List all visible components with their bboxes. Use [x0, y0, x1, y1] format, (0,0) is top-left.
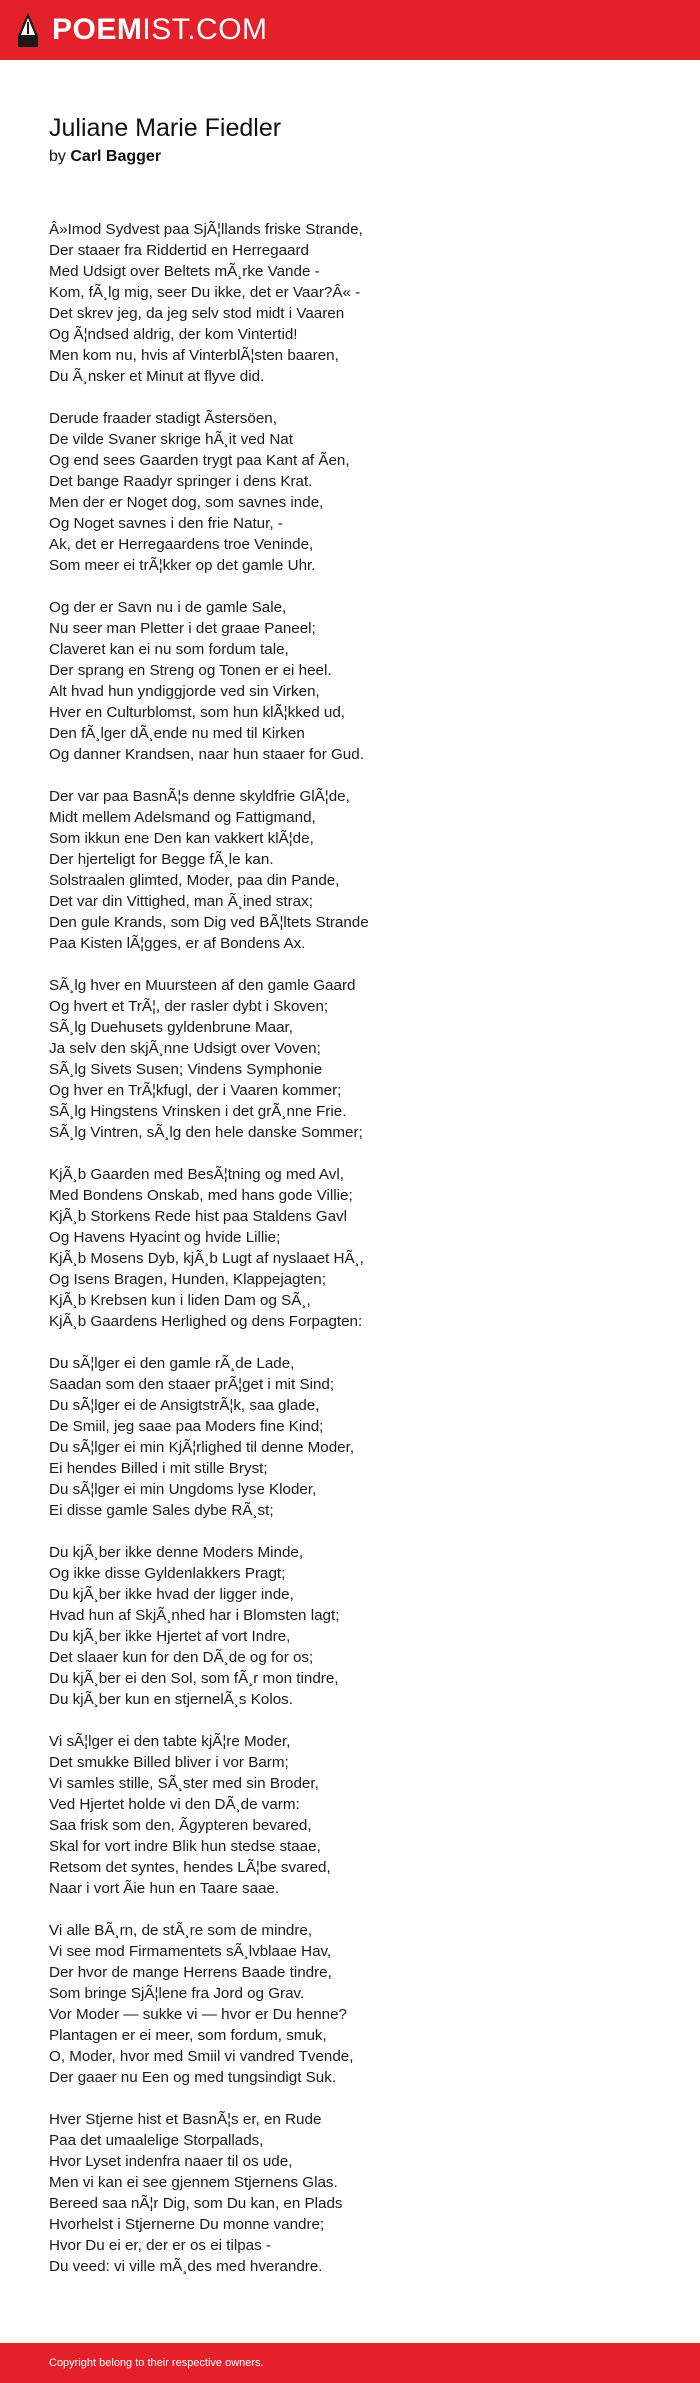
poem-line: Med Udsigt over Beltets mÃ¸rke Vande - [49, 263, 320, 280]
poem-title: Juliane Marie Fiedler [49, 114, 282, 142]
stanza [49, 1920, 669, 2088]
poem-line: Ja selv den skjÃ¸nne Udsigt over Voven; [49, 1040, 321, 1057]
stanza [49, 1353, 669, 1521]
logo-wordmark [52, 13, 268, 47]
poem-line: Du kjÃ¸ber ikke Hjertet af vort Indre, [49, 1628, 291, 1645]
poem-line: Kom, fÃ¸lg mig, seer Du ikke, det er Vaar?Â« - [49, 284, 361, 301]
poem-line: Hver Stjerne hist et BasnÃ¦s er, en Rude [49, 2111, 322, 2128]
poem-line: Du sÃ¦lger ei min KjÃ¦rlighed til denne Moder, [49, 1439, 355, 1456]
site-header [0, 0, 700, 60]
poem-line: Ak, det er Herregaardens troe Veninde, [49, 536, 314, 553]
byline [49, 148, 161, 166]
site-logo[interactable] [16, 12, 268, 48]
poem-line: Og Isens Bragen, Hunden, Klappejagten; [49, 1271, 326, 1288]
poem-line: Claveret kan ei nu som fordum tale, [49, 641, 289, 658]
poem-line: Og hvert et TrÃ¦, der rasler dybt i Skoven; [49, 998, 329, 1015]
poem-line: Der hjerteligt for Begge fÃ¸le kan. [49, 851, 274, 868]
poem-line: Der var paa BasnÃ¦s denne skyldfrie GlÃ¦de, [49, 788, 350, 805]
poem-line: Ei disse gamle Sales dybe RÃ¸st; [49, 1502, 274, 1519]
poem-line: Paa Kisten lÃ¦gges, er af Bondens Ax. [49, 935, 306, 952]
poem-line: Hver en Culturblomst, som hun klÃ¦kked ud, [49, 704, 346, 721]
poem-line: Plantagen er ei meer, som fordum, smuk, [49, 2027, 327, 2044]
poem-line: SÃ¸lg Sivets Susen; Vindens Symphonie [49, 1061, 323, 1078]
poem-line: Der staaer fra Riddertid en Herregaard [49, 242, 309, 259]
by-label: by [49, 148, 66, 165]
poem-line: Vi alle BÃ¸rn, de stÃ¸re som de mindre, [49, 1922, 313, 1939]
poem-line: Hvad hun af SkjÃ¸nhed har i Blomsten lagt; [49, 1607, 340, 1624]
poem-line: Og Ã¦ndsed aldrig, der kom Vintertid! [49, 326, 298, 343]
poem-line: SÃ¸lg hver en Muursteen af den gamle Gaard [49, 977, 356, 994]
poem-line: Ei hendes Billed i mit stille Bryst; [49, 1460, 268, 1477]
poem-line: Der sprang en Streng og Tonen er ei heel. [49, 662, 332, 679]
poem-line: Du sÃ¦lger ei min Ungdoms lyse Kloder, [49, 1481, 317, 1498]
poem-line: Bereed saa nÃ¦r Dig, som Du kan, en Plads [49, 2195, 343, 2212]
poem-line: Du veed: vi ville mÃ¸des med hverandre. [49, 2258, 323, 2275]
poem-line: Som meer ei trÃ¦kker op det gamle Uhr. [49, 557, 316, 574]
poem-line: SÃ¸lg Duehusets gyldenbrune Maar, [49, 1019, 293, 1036]
poem-line: Vi see mod Firmamentets sÃ¸lvblaae Hav, [49, 1943, 332, 1960]
poem-line: KjÃ¸b Krebsen kun i liden Dam og SÃ¸, [49, 1292, 311, 1309]
poem-line: Men vi kan ei see gjennem Stjernens Glas. [49, 2174, 338, 2191]
poem-line: KjÃ¸b Gaarden med BesÃ¦tning og med Avl, [49, 1166, 344, 1183]
poem-line: Hvor Du ei er, der er os ei tilpas - [49, 2237, 271, 2254]
poem-line: Det skrev jeg, da jeg selv stod midt i Vaaren [49, 305, 345, 322]
logo-thin-text: IST.COM [142, 13, 268, 46]
poem-line: Og hver en TrÃ¦kfugl, der i Vaaren kommer; [49, 1082, 342, 1099]
poem-line: O, Moder, hvor med Smiil vi vandred Tvende, [49, 2048, 354, 2065]
poem-line: Solstraalen glimted, Moder, paa din Pande, [49, 872, 340, 889]
poem-line: Og danner Krandsen, naar hun staaer for Gud. [49, 746, 364, 763]
poem-line: Du kjÃ¸ber kun en stjernelÃ¸s Kolos. [49, 1691, 293, 1708]
author-link[interactable]: Carl Bagger [70, 148, 162, 165]
poem-line: Derude fraader stadigt Ãstersöen, [49, 410, 277, 427]
poem-line: Saa frisk som den, Ãgypteren bevared, [49, 1817, 312, 1834]
poem-line: Du sÃ¦lger ei den gamle rÃ¸de Lade, [49, 1355, 295, 1372]
poem-line: Med Bondens Onskab, med hans gode Villie; [49, 1187, 353, 1204]
poem-line: Og ikke disse Gyldenlakkers Pragt; [49, 1565, 286, 1582]
stanza [49, 1164, 669, 1332]
poem-line: Du kjÃ¸ber ikke denne Moders Minde, [49, 1544, 304, 1561]
poem-line: Og Noget savnes i den frie Natur, - [49, 515, 283, 532]
poem-line: Og der er Savn nu i de gamle Sale, [49, 599, 287, 616]
poem-line: Retsom det syntes, hendes LÃ¦be svared, [49, 1859, 331, 1876]
site-footer [0, 2343, 700, 2383]
poem-line: Som bringe SjÃ¦lene fra Jord og Grav. [49, 1985, 305, 2002]
poem-line: Midt mellem Adelsmand og Fattigmand, [49, 809, 316, 826]
poem-line: Og Havens Hyacint og hvide Lillie; [49, 1229, 281, 1246]
poem-line: Alt hvad hun yndiggjorde ved sin Virken, [49, 683, 320, 700]
poem-line: Ved Hjertet holde vi den DÃ¸de varm: [49, 1796, 300, 1813]
poem-line: Skal for vort indre Blik hun stedse staae, [49, 1838, 321, 1855]
stanza [49, 597, 669, 765]
stanza [49, 1542, 669, 1710]
poem-line: KjÃ¸b Storkens Rede hist paa Staldens Gavl [49, 1208, 348, 1225]
poem-line: Du Ã¸nsker et Minut at flyve did. [49, 368, 265, 385]
stanza [49, 1731, 669, 1899]
poem-line: Det var din Vittighed, man Ã¸ined strax; [49, 893, 313, 910]
poem-line: Du kjÃ¸ber ei den Sol, som fÃ¸r mon tindre, [49, 1670, 339, 1687]
poem-line: Der hvor de mange Herrens Baade tindre, [49, 1964, 332, 1981]
poem-line: Den gule Krands, som Dig ved BÃ¦ltets Strande [49, 914, 369, 931]
poem-body [49, 219, 669, 2298]
poem-line: Paa det umaalelige Storpallads, [49, 2132, 264, 2149]
poem-line: Det slaaer kun for den DÃ¸de og for os; [49, 1649, 314, 1666]
poem-line: Som ikkun ene Den kan vakkert klÃ¦de, [49, 830, 314, 847]
copyright-text: Copyright belong to their respective owners. [49, 2357, 264, 2369]
stanza [49, 408, 669, 576]
poem-line: KjÃ¸b Gaardens Herlighed og dens Forpagten: [49, 1313, 363, 1330]
stanza [49, 786, 669, 954]
poem-line: SÃ¸lg Vintren, sÃ¸lg den hele danske Sommer; [49, 1124, 363, 1141]
poem-line: Saadan som den staaer prÃ¦get i mit Sind; [49, 1376, 335, 1393]
poem-line: Det bange Raadyr springer i dens Krat. [49, 473, 313, 490]
poem-line: Vor Moder — sukke vi — hvor er Du henne? [49, 2006, 347, 2023]
poem-line: De Smiil, jeg saae paa Moders fine Kind; [49, 1418, 324, 1435]
stanza [49, 219, 669, 387]
poem-line: Men kom nu, hvis af VinterblÃ¦sten baaren, [49, 347, 339, 364]
poem-line: Hvorhelst i Stjernerne Du monne vandre; [49, 2216, 325, 2233]
poem-line: Hvor Lyset indenfra naaer til os ude, [49, 2153, 293, 2170]
poem-line: De vilde Svaner skrige hÃ¸it ved Nat [49, 431, 293, 448]
poem-line: Og end sees Gaarden trygt paa Kant af Ãen, [49, 452, 350, 469]
poem-line: Â»Imod Sydvest paa SjÃ¦llands friske Strande, [49, 221, 363, 238]
logo-bold-text: POEM [52, 13, 143, 46]
poem-line: Det smukke Billed bliver i vor Barm; [49, 1754, 289, 1771]
poem-line: Du sÃ¦lger ei de AnsigtstrÃ¦k, saa glade, [49, 1397, 320, 1414]
poem-line: Naar i vort Ãie hun en Taare saae. [49, 1880, 280, 1897]
stanza [49, 2109, 669, 2277]
poem-line: SÃ¸lg Hingstens Vrinsken i det grÃ¸nne Frie. [49, 1103, 347, 1120]
poem-line: Nu seer man Pletter i det graae Paneel; [49, 620, 316, 637]
poem-line: KjÃ¸b Mosens Dyb, kjÃ¸b Lugt af nyslaaet HÃ¸, [49, 1250, 364, 1267]
poem-line: Vi samles stille, SÃ¸ster med sin Broder, [49, 1775, 319, 1792]
poem-line: Den fÃ¸lger dÃ¸ende nu med til Kirken [49, 725, 305, 742]
poem-line: Vi sÃ¦lger ei den tabte kjÃ¦re Moder, [49, 1733, 291, 1750]
poem-line: Du kjÃ¸ber ikke hvad der ligger inde, [49, 1586, 294, 1603]
poem-line: Men der er Noget dog, som savnes inde, [49, 494, 324, 511]
poem-line: Der gaaer nu Een og med tungsindigt Suk. [49, 2069, 337, 2086]
pen-nib-icon [16, 12, 40, 48]
stanza [49, 975, 669, 1143]
